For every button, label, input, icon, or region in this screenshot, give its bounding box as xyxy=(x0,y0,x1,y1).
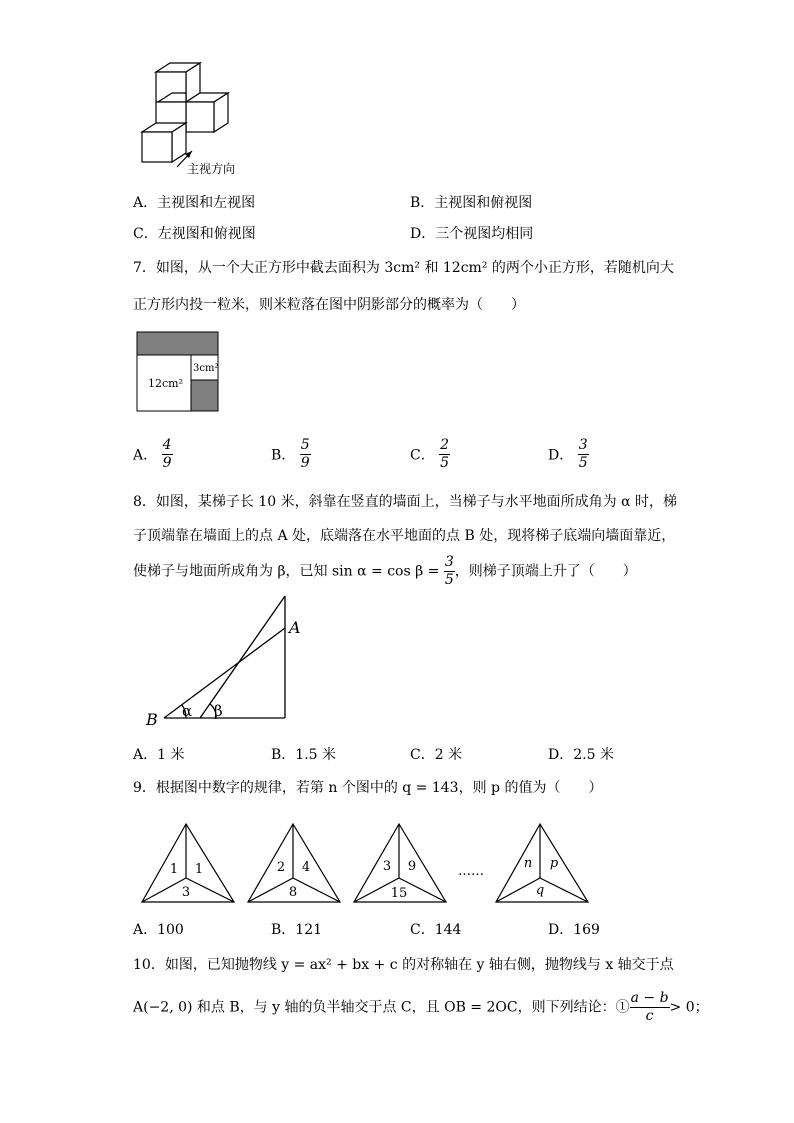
q9-text-line: 9．根据图中数字的规律，若第 n 个图中的 q = 143，则 p 的值为（ ） xyxy=(133,780,603,796)
numerator: 3 xyxy=(444,554,454,570)
triangle-1-right: 1 xyxy=(194,862,204,877)
triangle-n-left: n xyxy=(523,856,533,871)
option-letter: C． xyxy=(410,447,435,464)
triangle-2-right: 4 xyxy=(301,860,311,875)
q7-option-b[interactable] xyxy=(271,437,311,472)
q8-text-line-2: 子顶端靠在墙面上的点 A 处，底端落在水平地面的点 B 处，现将梯子底端向墙面靠近， xyxy=(133,528,676,544)
q10-text-line-2 xyxy=(133,990,709,1025)
triangle-1-left: 1 xyxy=(169,862,179,877)
option-letter: D． xyxy=(548,447,574,464)
triangle-2-left: 2 xyxy=(276,860,286,875)
q8-fraction xyxy=(444,554,455,589)
q10-fraction xyxy=(630,990,670,1025)
denominator: 5 xyxy=(440,455,450,471)
q8-option-c[interactable]: C．2 米 xyxy=(410,747,463,763)
fraction xyxy=(578,437,589,472)
denominator: 9 xyxy=(300,455,310,471)
q9-triangles-figure xyxy=(138,818,598,908)
numerator: 3 xyxy=(578,437,588,453)
q8-text-line-3 xyxy=(133,554,637,589)
denominator: 5 xyxy=(578,455,588,471)
denominator: 9 xyxy=(162,455,172,471)
numerator: 5 xyxy=(300,437,310,453)
q7-option-d[interactable] xyxy=(548,437,589,472)
q7-option-a[interactable] xyxy=(133,437,173,472)
triangle-2-bottom: 8 xyxy=(288,885,298,900)
denominator: 5 xyxy=(444,572,454,588)
fraction xyxy=(439,437,450,472)
q6-option-a[interactable]: A．主视图和左视图 xyxy=(133,195,256,211)
option-letter: A． xyxy=(133,447,158,464)
triangle-1-bottom: 3 xyxy=(181,885,191,900)
q9-option-b[interactable]: B．121 xyxy=(271,922,323,938)
triangle-3-right: 9 xyxy=(407,859,417,874)
q8-line3-end: ，则梯子顶端上升了（ ） xyxy=(454,563,637,580)
fraction xyxy=(300,437,311,472)
triangle-n-right: p xyxy=(549,856,559,871)
fraction xyxy=(162,437,173,472)
q8-option-d[interactable]: D．2.5 米 xyxy=(548,747,614,763)
q7-square-figure xyxy=(136,331,220,413)
numerator: 2 xyxy=(440,437,450,453)
numerator: a − b xyxy=(630,990,669,1006)
triangle-3-bottom: 15 xyxy=(390,886,408,901)
denominator: c xyxy=(645,1008,654,1024)
q6-option-b[interactable]: B．主视图和俯视图 xyxy=(410,195,533,211)
q9-option-d[interactable]: D．169 xyxy=(548,922,600,938)
point-b-label: B xyxy=(146,710,158,729)
cube-figure xyxy=(130,55,270,180)
q7-text-line-2: 正方形内投一粒米，则米粒落在图中阴影部分的概率为（ ） xyxy=(133,297,525,313)
point-a-label: A xyxy=(289,618,301,637)
q10-line2-start: A(−2, 0) 和点 B，与 y 轴的负半轴交于点 C，且 OB = 2OC，则下列结论：① xyxy=(133,999,630,1016)
q7-option-c[interactable] xyxy=(410,437,450,472)
q10-line2-end: > 0； xyxy=(669,999,709,1016)
angle-alpha-label: α xyxy=(182,702,193,720)
triangle-3-left: 3 xyxy=(382,859,392,874)
q7-text-line-1: 7．如图，从一个大正方形中截去面积为 3cm² 和 12cm² 的两个小正方形，若随机向大 xyxy=(133,260,674,276)
big-square-label: 12cm² xyxy=(148,377,183,390)
q8-line3-start: 使梯子与地面所成角为 β，已知 sin α = cos β = xyxy=(133,563,444,580)
q10-text-line-1: 10．如图，已知抛物线 y = ax² + bx + c 的对称轴在 y 轴右侧，抛物线与 x 轴交于点 xyxy=(133,957,674,973)
q6-option-c[interactable]: C．左视图和俯视图 xyxy=(133,226,256,242)
angle-beta-label: β xyxy=(214,702,223,720)
view-direction-label: 主视方向 xyxy=(187,162,236,176)
q6-option-d[interactable]: D．三个视图均相同 xyxy=(410,226,534,242)
numerator: 4 xyxy=(162,437,172,453)
ellipsis-dots: …… xyxy=(458,864,484,879)
q8-option-b[interactable]: B．1.5 米 xyxy=(271,747,337,763)
q8-option-a[interactable]: A．1 米 xyxy=(133,747,185,763)
q9-option-a[interactable]: A．100 xyxy=(133,922,184,938)
option-letter: B． xyxy=(271,447,296,464)
q8-text-line-1: 8．如图，某梯子长 10 米，斜靠在竖直的墙面上，当梯子与水平地面所成角为 α 时，梯 xyxy=(133,494,677,510)
small-square-label: 3cm² xyxy=(193,363,219,374)
q9-option-c[interactable]: C．144 xyxy=(410,922,462,938)
ladder-figure xyxy=(140,590,310,730)
triangle-n-bottom: q xyxy=(535,883,545,898)
